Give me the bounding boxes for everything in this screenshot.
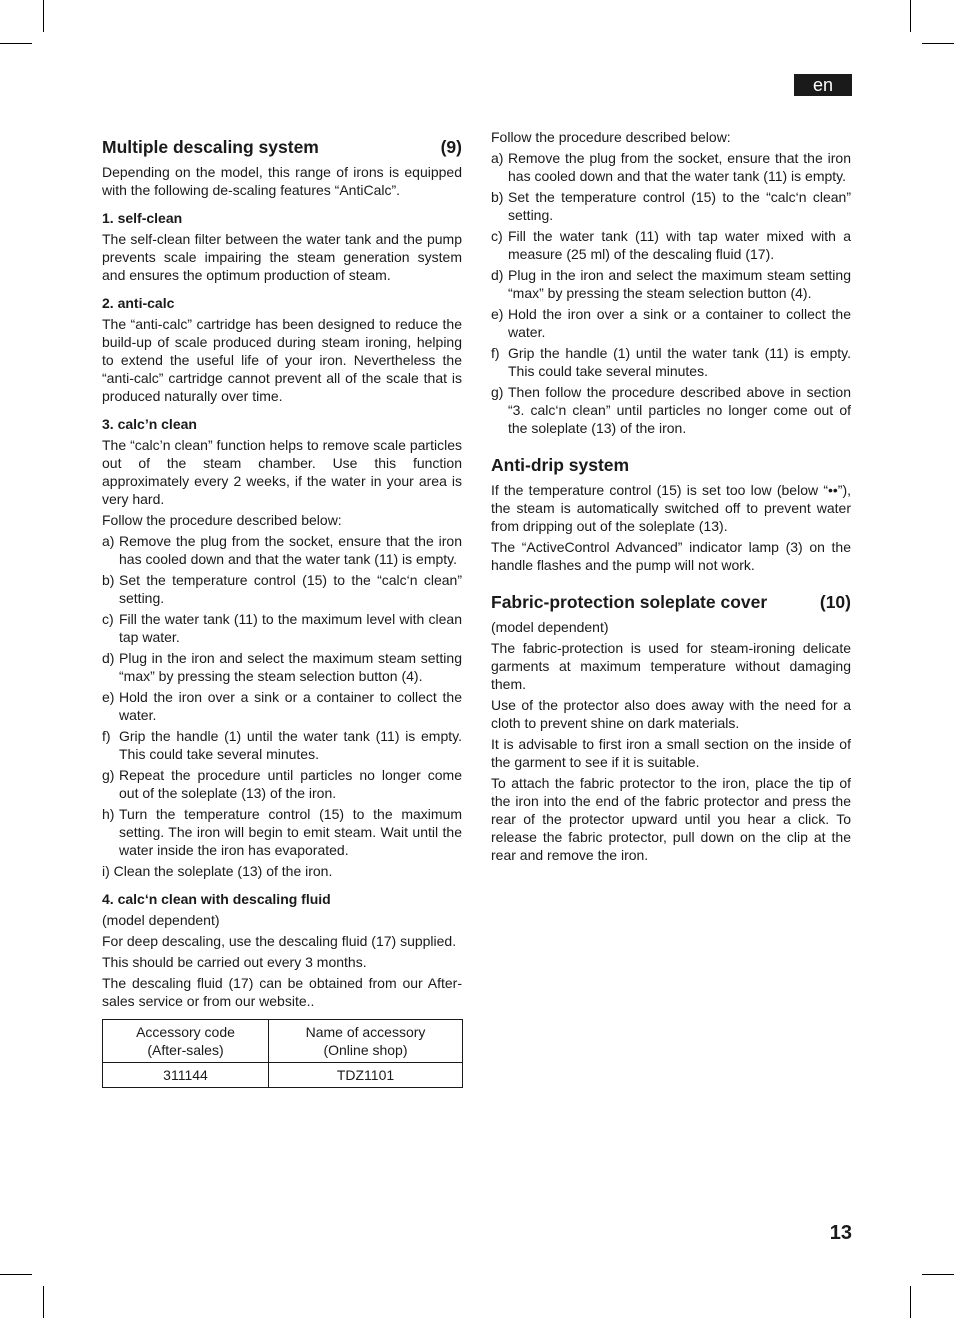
header-line: (After-sales) <box>147 1042 224 1058</box>
crop-mark <box>43 1286 44 1318</box>
header-line: (Online shop) <box>323 1042 408 1058</box>
paragraph: If the temperature control (15) is set too low (below “••”), the steam is automatically switched off to prevent water from dripping out of the soleplate (13). <box>491 482 851 534</box>
section-heading-descaling <box>102 136 462 158</box>
list-text: Grip the handle (1) until the water tank (11) is empty. This could take several minutes. <box>119 728 462 762</box>
paragraph: Follow the procedure described below: <box>491 129 731 145</box>
list-item <box>491 227 851 263</box>
list-marker: d) <box>491 267 504 283</box>
list-marker: a) <box>491 150 504 166</box>
paragraph: The self-clean filter between the water tank and the pump prevents scale impairing the steam generation system and ensures the optimum production of steam. <box>102 231 462 283</box>
steps-list <box>102 532 462 859</box>
accessory-code-cell: 311144 <box>103 1063 269 1088</box>
page-number: 13 <box>829 1222 852 1244</box>
list-text: Remove the plug from the socket, ensure that the iron has cooled down and that the water tank (11) is empty. <box>508 150 851 184</box>
paragraph: For deep descaling, use the descaling fluid (17) supplied. <box>102 933 457 949</box>
list-text: Remove the plug from the socket, ensure that the iron has cooled down and that the water tank (11) is empty. <box>119 533 462 567</box>
list-marker: c) <box>491 228 503 244</box>
list-item <box>491 383 851 437</box>
list-item <box>102 688 462 724</box>
list-item <box>102 532 462 568</box>
list-text: Hold the iron over a sink or a container to collect the water. <box>119 689 462 723</box>
section-heading-anti-drip <box>491 454 851 476</box>
paragraph: The descaling fluid (17) can be obtained from our After-sales service or from our website.. <box>102 975 462 1009</box>
paragraph: (model dependent) <box>491 619 609 635</box>
list-marker: b) <box>102 572 115 588</box>
paragraph: The “ActiveControl Advanced” indicator lamp (3) on the handle flashes and the pump will not work. <box>491 539 851 573</box>
subheading-calc-n-clean-fluid: 4. calc‘n clean with descaling fluid <box>102 891 331 907</box>
accessory-table <box>102 1019 463 1088</box>
paragraph: This should be carried out every 3 months. <box>102 954 367 970</box>
table-row <box>103 1063 463 1088</box>
list-marker: d) <box>102 650 115 666</box>
list-marker: h) <box>102 806 115 822</box>
section-ref: (9) <box>440 137 462 157</box>
list-marker: b) <box>491 189 504 205</box>
header-line: Accessory code <box>136 1024 235 1040</box>
list-marker: c) <box>102 611 114 627</box>
list-text: Plug in the iron and select the maximum steam setting “max” by pressing the steam selection button (4). <box>508 267 851 301</box>
list-text: Fill the water tank (11) to the maximum level with clean tap water. <box>119 611 462 645</box>
list-marker: f) <box>491 345 500 361</box>
list-text: Set the temperature control (15) to the “calc‘n clean” setting. <box>508 189 851 223</box>
list-text: Turn the temperature control (15) to the maximum setting. The iron will begin to emit steam. Wait until the water inside the iron has evaporated. <box>119 806 462 858</box>
list-text: Plug in the iron and select the maximum steam setting “max” by pressing the steam selection button (4). <box>119 650 462 684</box>
crop-mark <box>0 1274 32 1275</box>
list-item <box>102 610 462 646</box>
crop-mark <box>922 43 954 44</box>
list-item <box>102 805 462 859</box>
paragraph: The fabric-protection is used for steam-ironing delicate garments at maximum temperature without damaging them. <box>491 640 851 692</box>
list-item <box>102 649 462 685</box>
steps-list <box>491 149 851 437</box>
crop-mark <box>910 0 911 32</box>
list-item <box>491 149 851 185</box>
list-item <box>491 344 851 380</box>
list-item <box>102 766 462 802</box>
list-item <box>102 571 462 607</box>
paragraph: (model dependent) <box>102 912 220 928</box>
header-line: Name of accessory <box>305 1024 426 1040</box>
paragraph: i) Clean the soleplate (13) of the iron. <box>102 863 333 879</box>
section-title: Fabric-protection soleplate cover <box>491 592 768 612</box>
list-item <box>491 305 851 341</box>
paragraph: The “anti-calc” cartridge has been designed to reduce the build-up of scale produced during steam ironing, helping to extend the useful life of your iron. Nevertheless the “anti-calc” cartridge cannot prevent all of the scale that is produced naturally over time. <box>102 316 462 404</box>
list-marker: f) <box>102 728 111 744</box>
section-ref: (10) <box>819 592 851 612</box>
crop-mark <box>43 0 44 32</box>
section-title: Multiple descaling system <box>102 137 319 157</box>
table-header-row <box>103 1020 463 1063</box>
language-badge: en <box>794 74 852 96</box>
section-title: Anti-drip system <box>491 455 630 475</box>
crop-mark <box>0 43 32 44</box>
paragraph: Follow the procedure described below: <box>102 512 342 528</box>
left-column <box>102 136 462 1088</box>
paragraph: Use of the protector also does away with the need for a cloth to prevent shine on dark materials. <box>491 697 851 731</box>
list-marker: e) <box>491 306 504 322</box>
list-text: Hold the iron over a sink or a container to collect the water. <box>508 306 851 340</box>
paragraph: It is advisable to first iron a small section on the inside of the garment to see if it is suitable. <box>491 736 851 770</box>
subheading-calc-n-clean: 3. calc’n clean <box>102 416 197 432</box>
crop-mark <box>910 1286 911 1318</box>
list-marker: e) <box>102 689 115 705</box>
crop-mark <box>922 1274 954 1275</box>
subheading-self-clean: 1. self-clean <box>102 210 183 226</box>
list-text: Set the temperature control (15) to the “calc‘n clean” setting. <box>119 572 462 606</box>
right-column <box>491 128 851 867</box>
accessory-name-cell: TDZ1101 <box>269 1063 463 1088</box>
list-text: Grip the handle (1) until the water tank (11) is empty. This could take several minutes. <box>508 345 851 379</box>
paragraph: The “calc’n clean” function helps to remove scale particles out of the steam chamber. Use this function approximately every 2 weeks, if the water in your area is very hard. <box>102 437 462 507</box>
list-marker: a) <box>102 533 115 549</box>
paragraph: To attach the fabric protector to the iron, place the tip of the iron into the end of the fabric protector and press the rear of the protector upward until you hear a click. To release the fabric protector, pull down on the clip at the rear and remove the iron. <box>491 775 851 863</box>
list-text: Then follow the procedure described above in section “3. calc‘n clean” until particles no longer come out of the soleplate (13) of the iron. <box>508 384 851 436</box>
list-item <box>491 266 851 302</box>
list-text: Repeat the procedure until particles no longer come out of the soleplate (13) of the iron. <box>119 767 462 801</box>
list-item <box>102 727 462 763</box>
list-marker: g) <box>102 767 115 783</box>
list-marker: g) <box>491 384 504 400</box>
list-item <box>491 188 851 224</box>
table-header-cell <box>103 1020 269 1063</box>
subheading-anti-calc: 2. anti-calc <box>102 295 175 311</box>
intro-paragraph: Depending on the model, this range of irons is equipped with the following de-scaling features “AntiCalc”. <box>102 164 462 198</box>
section-heading-fabric-protection <box>491 591 851 613</box>
list-text: Fill the water tank (11) with tap water mixed with a measure (25 ml) of the descaling fluid (17). <box>508 228 851 262</box>
table-header-cell <box>269 1020 463 1063</box>
